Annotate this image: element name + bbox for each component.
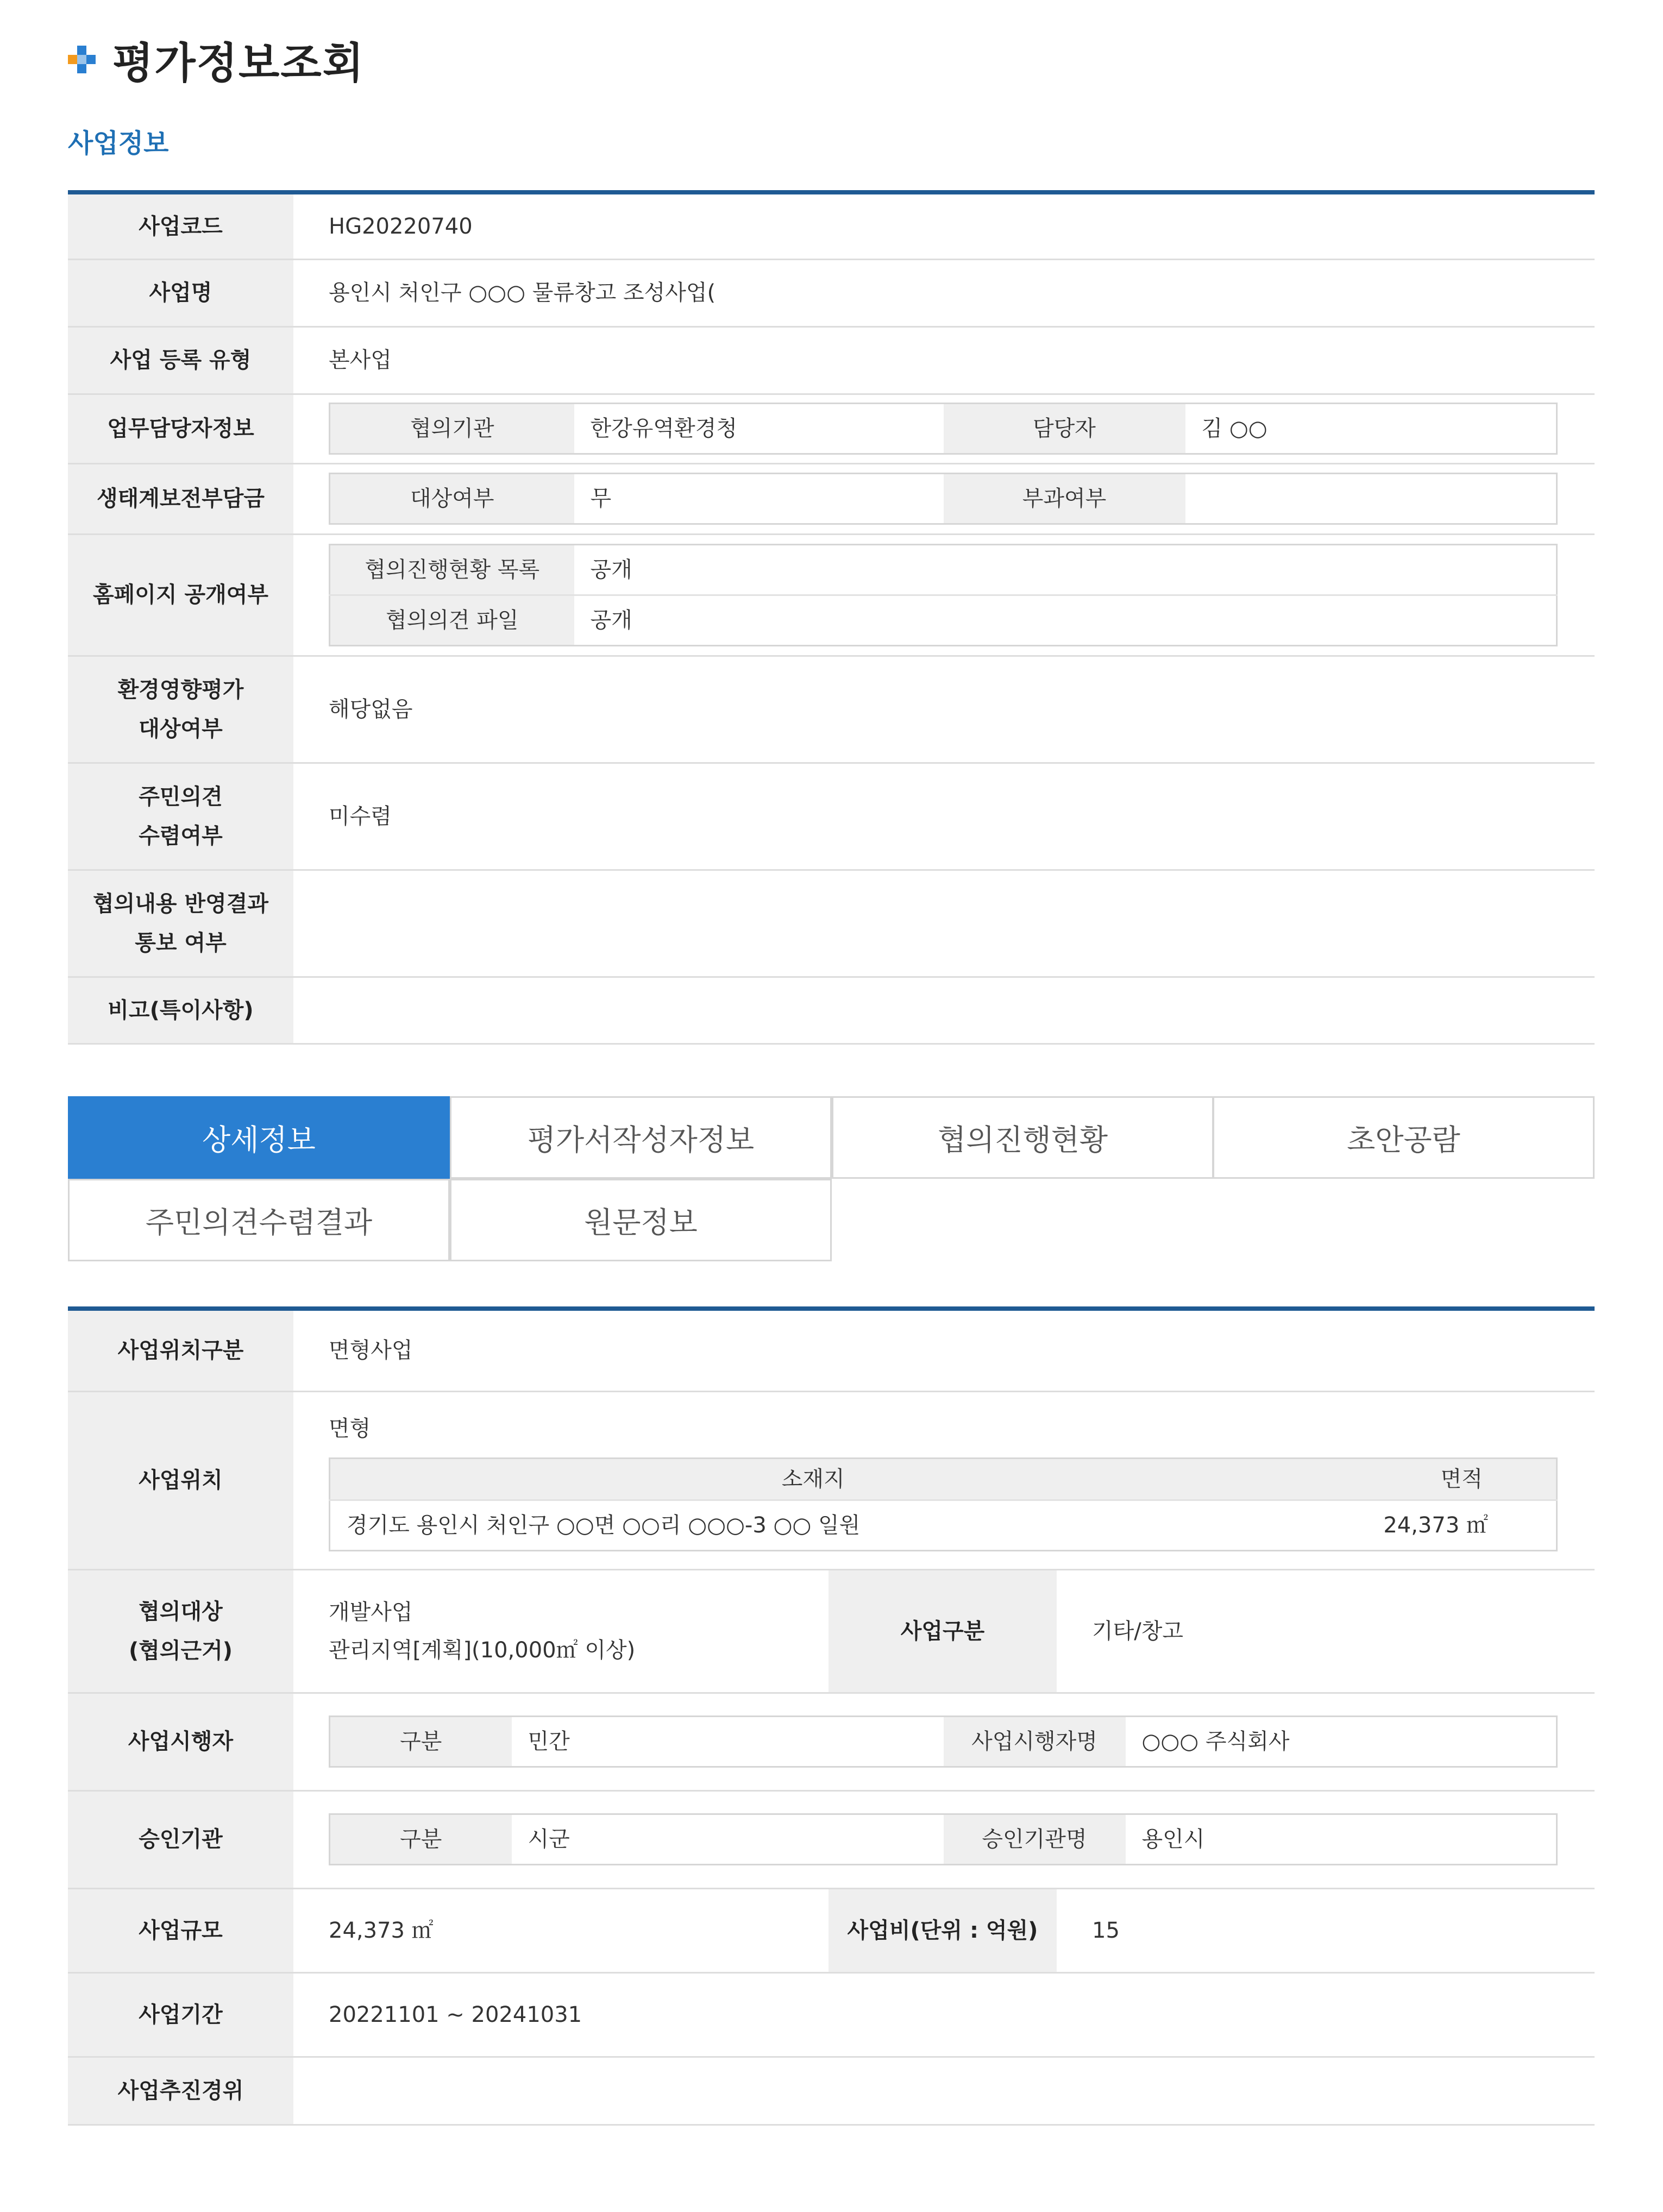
- label-resident-opinion: 주민의견 수렴여부: [68, 763, 293, 870]
- detail-tabs: [68, 1096, 1595, 1269]
- row-approval-agency: [68, 1790, 1595, 1888]
- value-operator-name: ○○○ 주식회사: [1126, 1717, 1557, 1767]
- label-homepage-disclosure: 홈페이지 공개여부: [68, 534, 293, 656]
- row-homepage-disclosure: [68, 534, 1595, 656]
- label-business-code: 사업코드: [68, 192, 293, 259]
- eco-inner-table: [329, 473, 1558, 525]
- value-consultation-target: 개발사업 관리지역[계획](10,000㎡ 이상): [293, 1569, 829, 1693]
- value-business-cost: 15: [1057, 1888, 1595, 1972]
- value-operator-type: 민간: [512, 1717, 944, 1767]
- value-person-in-charge: 김 ○○: [1185, 404, 1557, 454]
- label-business-history: 사업추진경위: [68, 2057, 293, 2125]
- label-business-period: 사업기간: [68, 1972, 293, 2057]
- tab-consultation-progress[interactable]: 협의진행현황: [832, 1096, 1214, 1179]
- row-business-name: [68, 259, 1595, 326]
- cross-bullet-icon: [68, 46, 96, 74]
- value-progress-list: 공개: [574, 544, 1557, 595]
- label-charge: 부과여부: [944, 474, 1185, 524]
- operator-inner-table: [329, 1715, 1558, 1768]
- value-business-name: 용인시 처인구 ○○○ 물류창고 조성사업(: [293, 259, 1595, 326]
- row-registration-type: [68, 326, 1595, 394]
- section-title: 사업정보: [68, 128, 169, 159]
- label-eco-charge: 생태계보전부담금: [68, 463, 293, 534]
- location-kind: 면형: [329, 1416, 371, 1441]
- value-resident-opinion: 미수렴: [293, 763, 1595, 870]
- row-location: [68, 1391, 1595, 1569]
- label-approver-name: 승인기관명: [944, 1814, 1126, 1865]
- label-operator: 사업시행자: [68, 1693, 293, 1790]
- value-registration-type: 본사업: [293, 326, 1595, 394]
- row-consultation-target: [68, 1569, 1595, 1693]
- location-area: 24,373 ㎡: [1296, 1500, 1557, 1550]
- page-title-text: 평가정보조회: [112, 39, 365, 88]
- row-remarks: [68, 977, 1595, 1044]
- value-business-scale: 24,373 ㎡: [293, 1888, 829, 1972]
- label-business-name: 사업명: [68, 259, 293, 326]
- tab-draft-review[interactable]: 초안공람: [1213, 1096, 1595, 1179]
- location-row: [330, 1500, 1557, 1550]
- label-opinion-file: 협의의견 파일: [330, 595, 574, 645]
- label-consultation-target: 협의대상 (협의근거): [68, 1569, 293, 1693]
- value-charge: [1185, 474, 1557, 524]
- row-business-history: [68, 2057, 1595, 2125]
- label-approval-agency: 승인기관: [68, 1790, 293, 1888]
- row-operator: [68, 1693, 1595, 1790]
- label-operator-type: 구분: [330, 1717, 512, 1767]
- label-location: 사업위치: [68, 1391, 293, 1569]
- header-area: 면적: [1296, 1458, 1557, 1500]
- business-info-table: [68, 190, 1595, 1045]
- label-notify-result: 협의내용 반영결과 통보 여부: [68, 870, 293, 977]
- tab-resident-opinion-result[interactable]: 주민의견수렴결과: [68, 1179, 450, 1261]
- label-progress-list: 협의진행현황 목록: [330, 544, 574, 595]
- label-person-in-charge: 담당자: [944, 404, 1185, 454]
- row-business-code: [68, 192, 1595, 259]
- label-approver-type: 구분: [330, 1814, 512, 1865]
- homepage-inner-table: [329, 544, 1558, 646]
- tab-original-document[interactable]: 원문정보: [450, 1179, 832, 1261]
- label-eia-target: 환경영향평가 대상여부: [68, 656, 293, 763]
- value-business-period: 20221101 ~ 20241031: [293, 1972, 1595, 2057]
- value-opinion-file: 공개: [574, 595, 1557, 645]
- value-location-type: 면형사업: [293, 1309, 1595, 1391]
- label-manager-info: 업무담당자정보: [68, 394, 293, 463]
- label-target: 대상여부: [330, 474, 574, 524]
- location-address: 경기도 용인시 처인구 ○○면 ○○리 ○○○-3 ○○ 일원: [330, 1500, 1296, 1550]
- row-eco-charge: [68, 463, 1595, 534]
- value-business-code: HG20220740: [293, 192, 1595, 259]
- manager-inner-table: [329, 403, 1558, 455]
- row-notify-result: [68, 870, 1595, 977]
- row-resident-opinion: [68, 763, 1595, 870]
- value-approver-name: 용인시: [1126, 1814, 1557, 1865]
- row-manager-info: [68, 394, 1595, 463]
- label-agency: 협의기관: [330, 404, 574, 454]
- value-business-history: [293, 2057, 1595, 2125]
- value-remarks: [293, 977, 1595, 1044]
- page-title: [68, 30, 365, 90]
- approver-inner-table: [329, 1813, 1558, 1865]
- row-business-period: [68, 1972, 1595, 2057]
- value-eia-target: 해당없음: [293, 656, 1595, 763]
- detail-info-table: [68, 1306, 1595, 2126]
- label-business-category: 사업구분: [829, 1569, 1057, 1693]
- label-business-cost: 사업비(단위 : 억원): [829, 1888, 1057, 1972]
- row-location-type: [68, 1309, 1595, 1391]
- value-notify-result: [293, 870, 1595, 977]
- row-eia-target: [68, 656, 1595, 763]
- tab-detail-info[interactable]: 상세정보: [68, 1096, 450, 1179]
- label-location-type: 사업위치구분: [68, 1309, 293, 1391]
- location-table: [329, 1457, 1558, 1551]
- label-business-scale: 사업규모: [68, 1888, 293, 1972]
- label-registration-type: 사업 등록 유형: [68, 326, 293, 394]
- row-business-scale: [68, 1888, 1595, 1972]
- label-operator-name: 사업시행자명: [944, 1717, 1126, 1767]
- label-remarks: 비고(특이사항): [68, 977, 293, 1044]
- value-approver-type: 시군: [512, 1814, 944, 1865]
- header-address: 소재지: [330, 1458, 1296, 1500]
- value-target: 무: [574, 474, 944, 524]
- tab-author-info[interactable]: 평가서작성자정보: [450, 1096, 832, 1179]
- value-business-category: 기타/창고: [1057, 1569, 1595, 1693]
- value-agency: 한강유역환경청: [574, 404, 944, 454]
